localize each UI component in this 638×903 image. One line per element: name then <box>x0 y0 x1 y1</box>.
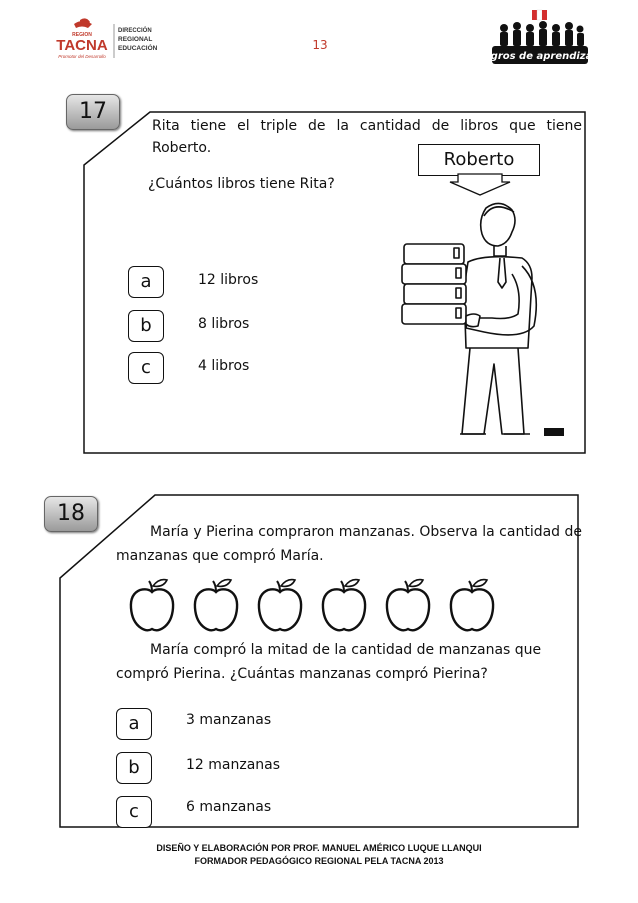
logo-org-line1: DIRECCIÓN <box>118 28 152 34</box>
q17-option-c-box[interactable]: c <box>128 352 164 384</box>
boy-with-books-illustration <box>398 196 578 444</box>
apple-icon <box>128 578 176 634</box>
logros-logo-text: Logros de aprendizaje <box>477 51 603 62</box>
page-number: 13 <box>312 38 328 52</box>
footer-line1: DISEÑO Y ELABORACIÓN POR PROF. MANUEL AMÉRICO LUQUE LLANQUI <box>156 843 482 853</box>
logo-org-line2: REGIONAL <box>118 36 153 43</box>
apple-icon <box>192 578 240 634</box>
q18-option-a-box[interactable]: a <box>116 708 152 740</box>
q18-question-line1: María compró la mitad de la cantidad de manzanas que <box>150 642 542 658</box>
q17-statement-line1: Rita tiene el triple de la cantidad de libros que tiene <box>152 118 582 134</box>
roberto-pointer-arrow <box>450 174 510 196</box>
apple-icon <box>320 578 368 634</box>
apple-icon <box>448 578 496 634</box>
apple-row <box>128 578 508 634</box>
apple-icon <box>256 578 304 634</box>
q17-option-a-box[interactable]: a <box>128 266 164 298</box>
q18-question-line2: compró Pierina. ¿Cuántas manzanas compró Pierina? <box>116 666 488 682</box>
q18-statement-line2: manzanas que compró María. <box>116 548 324 564</box>
question-17-number-badge: 17 <box>66 94 120 130</box>
q18-option-a-text[interactable]: 3 manzanas <box>186 712 272 728</box>
logo-org-line3: EDUCACIÓN <box>118 45 158 52</box>
roberto-label: Roberto <box>418 144 540 176</box>
q17-option-a-text[interactable]: 12 libros <box>198 272 259 288</box>
q17-question: ¿Cuántos libros tiene Rita? <box>148 176 335 192</box>
q17-statement-line2: Roberto. <box>152 140 212 156</box>
q18-option-b-text[interactable]: 12 manzanas <box>186 757 281 773</box>
q18-option-b-box[interactable]: b <box>116 752 152 784</box>
logo-tagline: Promotor del Desarrollo <box>58 54 106 59</box>
q17-option-b-text[interactable]: 8 libros <box>198 316 250 332</box>
q18-option-c-text[interactable]: 6 manzanas <box>186 799 272 815</box>
q18-option-c-box[interactable]: c <box>116 796 152 828</box>
question-18 <box>0 460 638 840</box>
logo-region-name: TACNA <box>56 37 108 54</box>
q17-option-b-box[interactable]: b <box>128 310 164 342</box>
footer-line2: FORMADOR PEDAGÓGICO REGIONAL PELA TACNA 2013 <box>194 856 444 866</box>
logo-region-small: REGION <box>72 32 92 38</box>
question-18-number-badge: 18 <box>44 496 98 532</box>
q17-option-c-text[interactable]: 4 libros <box>198 358 250 374</box>
q18-statement-line1: María y Pierina compraron manzanas. Observa la cantidad de <box>150 524 583 540</box>
apple-icon <box>384 578 432 634</box>
